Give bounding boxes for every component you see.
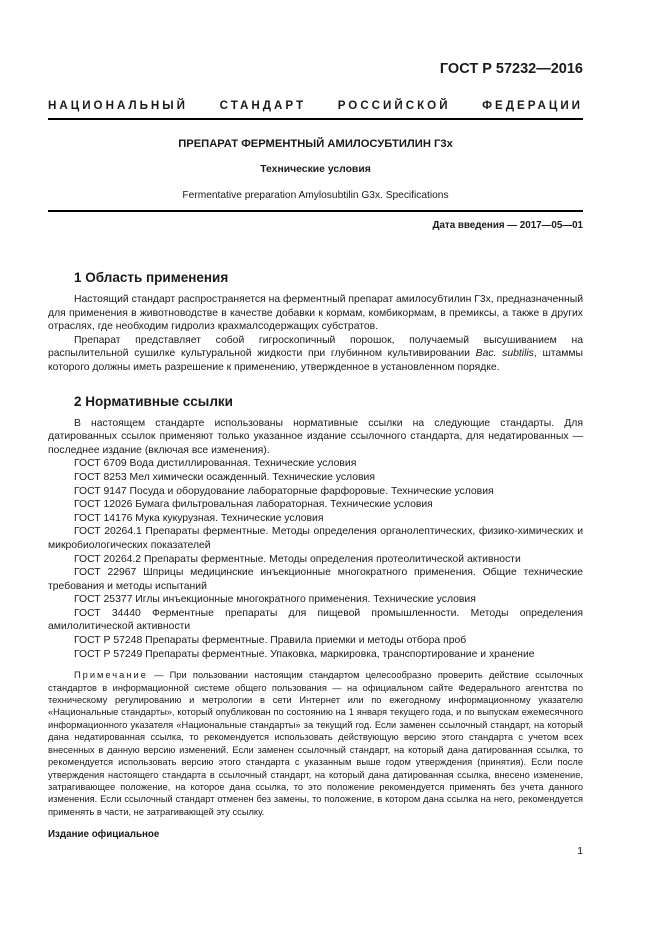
- document-english-title: Fermentative preparation Amylosubtilin G3x. Specifications: [182, 190, 449, 201]
- gost-code: ГОСТ Р 57232—2016: [439, 61, 583, 77]
- reference-item: ГОСТ Р 57248 Препараты ферментные. Правила приемки и методы отбора проб: [74, 635, 467, 647]
- note-label: Примечание: [74, 670, 148, 681]
- reference-item: ГОСТ 9147 Посуда и оборудование лабораторные фарфоровые. Технические условия: [74, 485, 494, 497]
- para2-text-after: , штаммы которого должны иметь разрешение к применению, утвержденное в установленном порядке.: [48, 348, 583, 373]
- reference-list: [48, 457, 583, 661]
- document-title: ПРЕПАРАТ ФЕРМЕНТНЫЙ АМИЛОСУБТИЛИН Г3х: [178, 138, 453, 150]
- top-rule: [48, 118, 583, 120]
- reference-item: ГОСТ 6709 Вода дистиллированная. Технические условия: [74, 458, 357, 470]
- para2-species-name: Bac. subtilis: [475, 348, 534, 360]
- reference-item: ГОСТ 12026 Бумага фильтровальная лабораторная. Технические условия: [74, 499, 433, 511]
- official-edition-label: Издание официальное: [48, 829, 160, 840]
- reference-item: ГОСТ Р 57249 Препараты ферментные. Упаковка, маркировка, транспортирование и хранение: [74, 648, 535, 660]
- introduction-date: Дата введения — 2017—05—01: [432, 220, 583, 231]
- section-2-note: [48, 669, 583, 818]
- section-1-heading: 1 Область применения: [74, 270, 229, 285]
- section-2-heading: 2 Нормативные ссылки: [74, 393, 233, 409]
- page-number: 1: [577, 846, 583, 857]
- bottom-rule: [48, 210, 583, 212]
- reference-item: ГОСТ 20264.1 Препараты ферментные. Методы определения органолептических, физико-химических и микробиологических показателей: [48, 526, 583, 551]
- reference-item: ГОСТ 8253 Мел химически осажденный. Технические условия: [74, 471, 375, 483]
- section-2-intro: В настоящем стандарте использованы нормативные ссылки на следующие стандарты. Для датированных ссылок применяют только указанное издание ссылочного стандарта, для недатированных — последнее издание (включая все изменения).: [48, 417, 583, 456]
- reference-item: ГОСТ 20264.2 Препараты ферментные. Методы определения протеолитической активности: [74, 553, 521, 565]
- section-1-paragraph-2: [48, 334, 583, 375]
- section-1-paragraph-1: Настоящий стандарт распространяется на ферментный препарат амилосубтилин Г3х, предназначенный для применения в животноводстве в качестве добавки к кормам, комбикормам, в премиксы, а также в других отраслях, где необходим гидролиз крахмалсодержащих субстратов.: [48, 294, 583, 333]
- reference-item: ГОСТ 14176 Мука кукурузная. Технические условия: [74, 512, 324, 524]
- reference-item: ГОСТ 22967 Шприцы медицинские инъекционные многократного применения. Общие технические требования и методы испытаний: [48, 567, 583, 592]
- note-text: — При пользовании настоящим стандартом целесообразно проверить действие ссылочных стандартов в информационной системе общего пользования — на официальном сайте Федерального агентства по техническому регулированию и метрологии в сети Интернет или по ежегодному информационному указателю «Национальные стандарты», который опубликован по состоянию на 1 января текущего года, и по выпускам ежемесячного информационного указателя «Национальные стандарты» за текущий год. Если заменен ссылочный стандарт, на который дана недатированная ссылка, то рекомендуется использовать действующую версию этого стандарта с учетом всех внесенных в данную версию изменений. Если заменен ссылочный стандарт, на который дана датированная ссылка, то рекомендуется использовать версию этого стандарта с указанным выше годом утверждения (принятия). Если после утверждения настоящего стандарта в ссылочный стандарт, на который дана датированная ссылка, внесено изменение, затрагивающее положение, на которое дана ссылка, то это положение рекомендуется применять без учета данного изменения. Если ссылочный стандарт отменен без замены, то положение, в котором дана ссылка на него, рекомендуется применять в части, не затрагивающей эту ссылку.: [48, 670, 583, 817]
- national-standard-banner: НАЦИОНАЛЬНЫЙ СТАНДАРТ РОССИЙСКОЙ ФЕДЕРАЦИИ: [48, 99, 583, 112]
- document-subtitle: Технические условия: [260, 164, 371, 175]
- document-body: [48, 270, 583, 818]
- para2-text-before: Препарат представляет собой гигроскопичный порошок, получаемый высушиванием на распылительной сушилке культуральной жидкости при глубинном культивировании: [48, 334, 583, 360]
- reference-item: ГОСТ 25377 Иглы инъекционные многократного применения. Технические условия: [74, 594, 476, 606]
- reference-item: ГОСТ 34440 Ферментные препараты для пищевой промышленности. Методы определения амилолитической активности: [48, 607, 583, 633]
